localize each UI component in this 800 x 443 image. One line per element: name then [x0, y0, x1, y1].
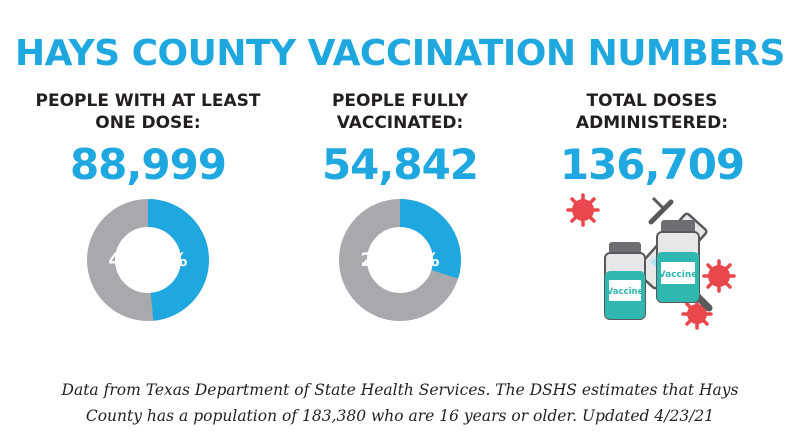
virus-particle-icon [568, 195, 598, 225]
donut-percent-label: 29.91% [360, 249, 440, 271]
vaccine-vials-syringe-icon [557, 192, 747, 332]
stat-label-line2: ONE DOSE: [95, 113, 201, 133]
stat-label-line2: ADMINISTERED: [575, 113, 729, 133]
stat-label-line1: PEOPLE WITH AT LEAST [35, 91, 261, 111]
svg-text:Vaccine: Vaccine [658, 270, 698, 280]
donut-percent-label: 48.53% [108, 249, 188, 271]
stat-number: 88,999 [69, 140, 227, 189]
stat-label-line1: PEOPLE FULLY [331, 91, 469, 111]
stat-column-fully-vaccinated [274, 90, 526, 332]
stat-label [36, 90, 261, 134]
svg-text:Vaccine: Vaccine [606, 287, 644, 297]
stat-number: 54,842 [321, 140, 479, 189]
stat-number: 136,709 [559, 140, 745, 189]
page-title: HAYS COUNTY VACCINATION NUMBERS [15, 33, 785, 74]
virus-particle-icon [704, 261, 734, 291]
footer-line-2: County has a population of 183,380 who are 16 years or older. Updated 4/23/21 [85, 407, 715, 425]
donut-svg [86, 198, 210, 322]
stats-columns [0, 90, 800, 332]
footer-line-1: Data from Texas Department of State Health Services. The DSHS estimates that Hays [61, 381, 739, 399]
vaccine-illustration [557, 192, 747, 332]
donut-chart-one-dose [86, 198, 210, 322]
vaccine-vial-icon [657, 220, 699, 302]
donut-svg [338, 198, 462, 322]
stat-label [576, 90, 728, 134]
donut-chart-fully-vaccinated [338, 198, 462, 322]
vaccine-vial-icon [605, 242, 645, 319]
stat-column-one-dose [22, 90, 274, 332]
stat-column-total-doses [526, 90, 778, 332]
stat-label [332, 90, 468, 134]
stat-label-line2: VACCINATED: [336, 113, 464, 133]
stat-label-line1: TOTAL DOSES [586, 91, 718, 111]
footer-note [0, 377, 800, 429]
